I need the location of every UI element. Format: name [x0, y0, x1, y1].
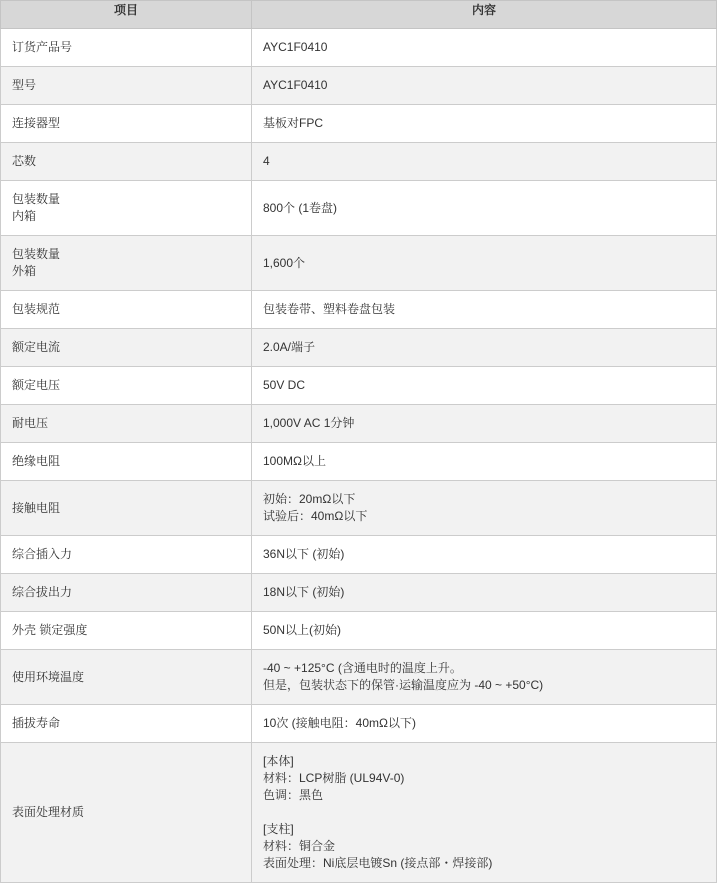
row-value-cell	[252, 329, 717, 367]
row-value-line: 试验后：40mΩ以下	[263, 509, 368, 523]
row-value-line: 材料：铜合金	[263, 839, 336, 853]
row-label-cell	[1, 743, 252, 883]
row-label-cell	[1, 705, 252, 743]
row-value-line: -40 ~ +125°C (含通电时的温度上升。	[263, 661, 462, 675]
row-label-cell	[1, 29, 252, 67]
row-label-line: 型号	[12, 78, 37, 92]
row-value-cell	[252, 536, 717, 574]
row-value-cell	[252, 481, 717, 536]
row-value-line: 但是，包装状态下的保管·运输温度应为 -40 ~ +50°C)	[263, 678, 544, 692]
row-value-line: 初始：20mΩ以下	[263, 492, 356, 506]
table-row	[1, 105, 717, 143]
header-content: 内容	[252, 1, 717, 29]
row-value-cell	[252, 650, 717, 705]
row-label-cell	[1, 650, 252, 705]
table-row	[1, 650, 717, 705]
row-label-cell	[1, 143, 252, 181]
table-row	[1, 743, 717, 883]
row-label-cell	[1, 481, 252, 536]
header-item: 项目	[1, 1, 252, 29]
row-label-line: 外壳 锁定强度	[12, 623, 88, 637]
table-row	[1, 443, 717, 481]
row-value-cell	[252, 367, 717, 405]
table-row	[1, 612, 717, 650]
table-row	[1, 574, 717, 612]
row-label-line: 额定电流	[12, 340, 61, 354]
row-value-line: 10次 (接触电阻：40mΩ以下)	[263, 716, 416, 730]
row-value-line: 表面处理：Ni底层电镀Sn (接点部・焊接部)	[263, 856, 493, 870]
row-value-line: [支柱]	[263, 822, 294, 836]
row-label-line: 使用环境温度	[12, 669, 85, 684]
row-value-line: 材料：LCP树脂 (UL94V-0)	[263, 771, 405, 785]
row-label-line: 额定电压	[12, 378, 61, 392]
table-row	[1, 29, 717, 67]
row-label-line: 综合插入力	[12, 547, 73, 561]
row-value-cell	[252, 67, 717, 105]
row-label-line: 芯数	[12, 154, 37, 168]
table-row	[1, 536, 717, 574]
row-label-line: 订货产品号	[12, 40, 73, 54]
row-value-cell	[252, 291, 717, 329]
row-label-cell	[1, 181, 252, 236]
table-row	[1, 405, 717, 443]
table-row	[1, 481, 717, 536]
table-row	[1, 236, 717, 291]
row-label-line: 绝缘电阻	[12, 454, 61, 468]
row-value-line: [本体]	[263, 754, 294, 768]
row-value-cell	[252, 29, 717, 67]
row-label-cell	[1, 291, 252, 329]
row-value-line: 色调：黑色	[263, 788, 324, 802]
row-value-line: 2.0A/端子	[263, 340, 316, 354]
row-value-line: 800个 (1卷盘)	[263, 200, 338, 215]
row-label-cell	[1, 443, 252, 481]
table-row	[1, 705, 717, 743]
row-value-line: 4	[263, 154, 270, 168]
row-value-cell	[252, 236, 717, 291]
row-value-line: 18N以下 (初始)	[263, 585, 345, 599]
row-label-cell	[1, 105, 252, 143]
row-label-cell	[1, 67, 252, 105]
row-label-cell	[1, 574, 252, 612]
row-label-line: 包装数量	[12, 192, 61, 206]
row-value-line: 基板对FPC	[263, 116, 324, 130]
row-value-line	[263, 804, 706, 821]
row-label-line: 耐电压	[12, 416, 49, 430]
row-value-line: 50N以上(初始)	[263, 623, 342, 637]
row-label-cell	[1, 329, 252, 367]
row-label-cell	[1, 236, 252, 291]
row-label-line: 包装规范	[12, 302, 61, 316]
table-row	[1, 143, 717, 181]
row-value-line: 1,600个	[263, 255, 306, 270]
row-label-cell	[1, 612, 252, 650]
row-value-cell	[252, 143, 717, 181]
row-label-line: 内箱	[12, 209, 37, 223]
table-row	[1, 291, 717, 329]
row-value-cell	[252, 743, 717, 883]
table-header-row	[1, 1, 717, 29]
row-value-cell	[252, 405, 717, 443]
row-value-line: AYC1F0410	[263, 78, 328, 92]
row-value-cell	[252, 612, 717, 650]
row-value-cell	[252, 181, 717, 236]
spec-table-body	[1, 29, 717, 883]
row-value-cell	[252, 105, 717, 143]
row-value-line: 包装卷带、塑料卷盘包装	[263, 302, 396, 316]
row-value-line: 36N以下 (初始)	[263, 547, 345, 561]
row-label-cell	[1, 367, 252, 405]
row-value-line: 100MΩ以上	[263, 454, 326, 468]
row-value-line: AYC1F0410	[263, 40, 328, 54]
row-value-cell	[252, 443, 717, 481]
row-value-cell	[252, 705, 717, 743]
table-row	[1, 67, 717, 105]
row-label-line: 综合拔出力	[12, 585, 73, 599]
row-label-line: 包装数量	[12, 247, 61, 261]
row-label-line: 插拔寿命	[12, 716, 61, 730]
table-row	[1, 367, 717, 405]
table-row	[1, 181, 717, 236]
row-label-line: 外箱	[12, 264, 37, 278]
row-value-line: 1,000V AC 1分钟	[263, 416, 355, 430]
row-label-cell	[1, 405, 252, 443]
row-value-cell	[252, 574, 717, 612]
row-label-line: 接触电阻	[12, 500, 61, 515]
row-label-cell	[1, 536, 252, 574]
row-label-line: 表面处理材质	[12, 805, 85, 819]
row-label-line: 连接器型	[12, 116, 61, 130]
row-value-line: 50V DC	[263, 378, 306, 392]
table-row	[1, 329, 717, 367]
